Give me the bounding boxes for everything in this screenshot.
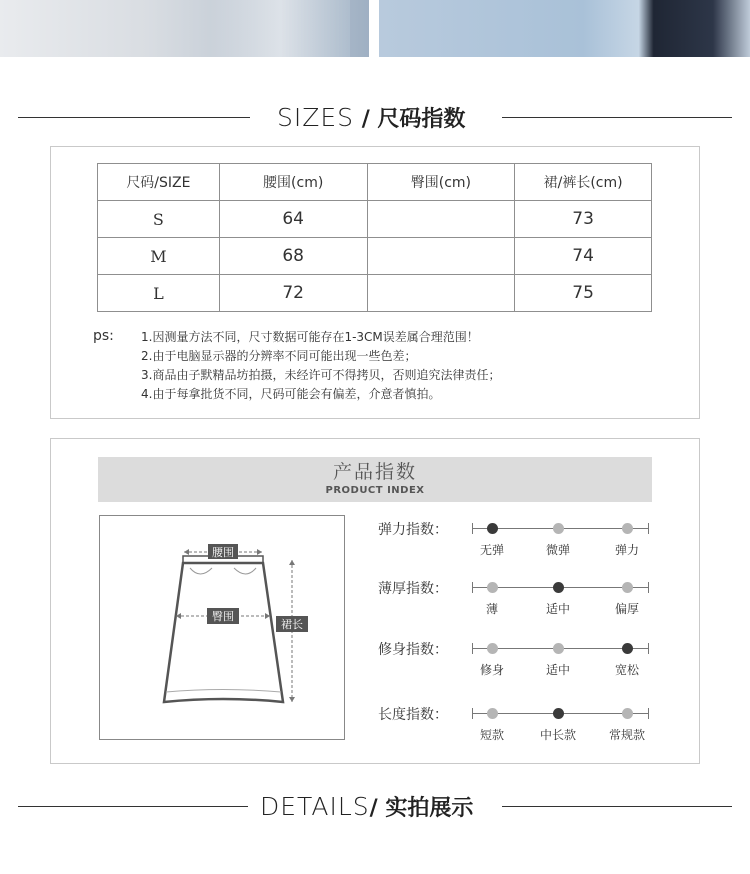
skirt-measurement-diagram xyxy=(99,515,345,740)
index-dot xyxy=(487,523,498,534)
index-tick xyxy=(472,582,473,593)
heading-rule-right xyxy=(502,117,732,118)
header-waist: 腰围(cm) xyxy=(219,164,367,201)
index-row-label: 弹力指数： xyxy=(378,522,448,538)
index-tick xyxy=(472,708,473,719)
hip-cell xyxy=(367,275,515,312)
index-row-label: 修身指数： xyxy=(378,642,448,658)
index-option: 无弹 xyxy=(479,543,504,557)
header-length: 裙/裤长(cm) xyxy=(515,164,652,201)
index-dot xyxy=(487,582,498,593)
heading-rule-left xyxy=(18,117,250,118)
index-row-elasticity xyxy=(378,519,678,559)
header-hip: 臀围(cm) xyxy=(367,164,515,201)
details-heading-zh: 实拍展示 xyxy=(385,796,474,821)
index-row-thickness xyxy=(378,578,678,618)
index-dot xyxy=(622,708,633,719)
index-option: 偏厚 xyxy=(614,602,639,616)
index-option: 常规款 xyxy=(608,728,645,742)
length-cell: 75 xyxy=(515,275,652,312)
index-option: 适中 xyxy=(545,602,570,616)
heading-rule-left xyxy=(18,806,248,807)
table-row xyxy=(98,275,652,312)
product-index-title-en: PRODUCT INDEX xyxy=(325,485,425,496)
index-option: 弹力 xyxy=(614,543,639,557)
index-tick xyxy=(648,582,649,593)
product-photo-left xyxy=(0,0,369,57)
product-index-banner xyxy=(98,457,652,502)
sizes-heading-text xyxy=(277,98,465,138)
sizes-heading-en: SIZES xyxy=(277,103,355,132)
hip-cell xyxy=(367,238,515,275)
notes-label: ps: xyxy=(93,328,114,344)
index-option: 微弹 xyxy=(545,543,570,557)
note-item: 3.商品由子默精品坊拍摄，未经许可不得拷贝，否则追究法律责任； xyxy=(141,368,501,382)
waist-cell: 68 xyxy=(219,238,367,275)
waist-cell: 64 xyxy=(219,201,367,238)
index-dot xyxy=(553,582,564,593)
waist-cell: 72 xyxy=(219,275,367,312)
index-row-label: 薄厚指数： xyxy=(378,581,448,597)
index-dot xyxy=(487,643,498,654)
notes-list xyxy=(141,328,500,404)
index-option: 短款 xyxy=(479,728,504,742)
note-item: 1.因测量方法不同，尺寸数据可能存在1-3CM误差属合理范围！ xyxy=(141,330,479,344)
product-photo-right xyxy=(379,0,750,57)
index-tick xyxy=(648,523,649,534)
size-cell: S xyxy=(98,201,220,238)
sizes-heading xyxy=(0,98,750,138)
sizes-heading-sep: / xyxy=(354,107,378,132)
index-option: 中长款 xyxy=(539,728,576,742)
index-dot xyxy=(553,708,564,719)
index-tick xyxy=(472,643,473,654)
length-cell: 74 xyxy=(515,238,652,275)
index-option: 宽松 xyxy=(614,663,639,677)
size-cell: M xyxy=(98,238,220,275)
length-label: 裙长 xyxy=(281,618,303,631)
size-table-header xyxy=(98,164,652,201)
details-heading xyxy=(0,787,750,827)
note-item: 4.由于每拿批货不同，尺码可能会有偏差，介意者慎拍。 xyxy=(141,387,441,401)
index-dot xyxy=(622,523,633,534)
index-row-label: 长度指数： xyxy=(378,707,448,723)
product-index-title-zh: 产品指数 xyxy=(332,461,417,483)
table-row xyxy=(98,238,652,275)
table-row xyxy=(98,201,652,238)
index-option: 适中 xyxy=(545,663,570,677)
index-tick xyxy=(648,708,649,719)
length-cell: 73 xyxy=(515,201,652,238)
size-table xyxy=(97,163,652,312)
index-dot xyxy=(622,643,633,654)
index-dot xyxy=(553,523,564,534)
index-dot xyxy=(622,582,633,593)
sizes-heading-zh: 尺码指数 xyxy=(377,107,466,132)
skirt-outline-icon xyxy=(100,516,344,739)
heading-rule-right xyxy=(502,806,732,807)
details-heading-en: DETAILS xyxy=(260,792,370,821)
index-dot xyxy=(553,643,564,654)
details-heading-sep: / xyxy=(369,796,386,821)
index-row-length xyxy=(378,704,678,744)
index-row-fit xyxy=(378,639,678,679)
size-cell: L xyxy=(98,275,220,312)
waist-label: 腰围 xyxy=(212,546,234,559)
index-tick xyxy=(648,643,649,654)
index-tick xyxy=(472,523,473,534)
index-dot xyxy=(487,708,498,719)
index-option: 修身 xyxy=(479,663,504,677)
header-size: 尺码/SIZE xyxy=(98,164,220,201)
hip-cell xyxy=(367,201,515,238)
details-heading-text xyxy=(260,787,473,827)
note-item: 2.由于电脑显示器的分辨率不同可能出现一些色差； xyxy=(141,349,417,363)
index-option: 薄 xyxy=(485,602,498,616)
product-photo-strip xyxy=(0,0,750,57)
hip-label: 臀围 xyxy=(212,610,234,623)
